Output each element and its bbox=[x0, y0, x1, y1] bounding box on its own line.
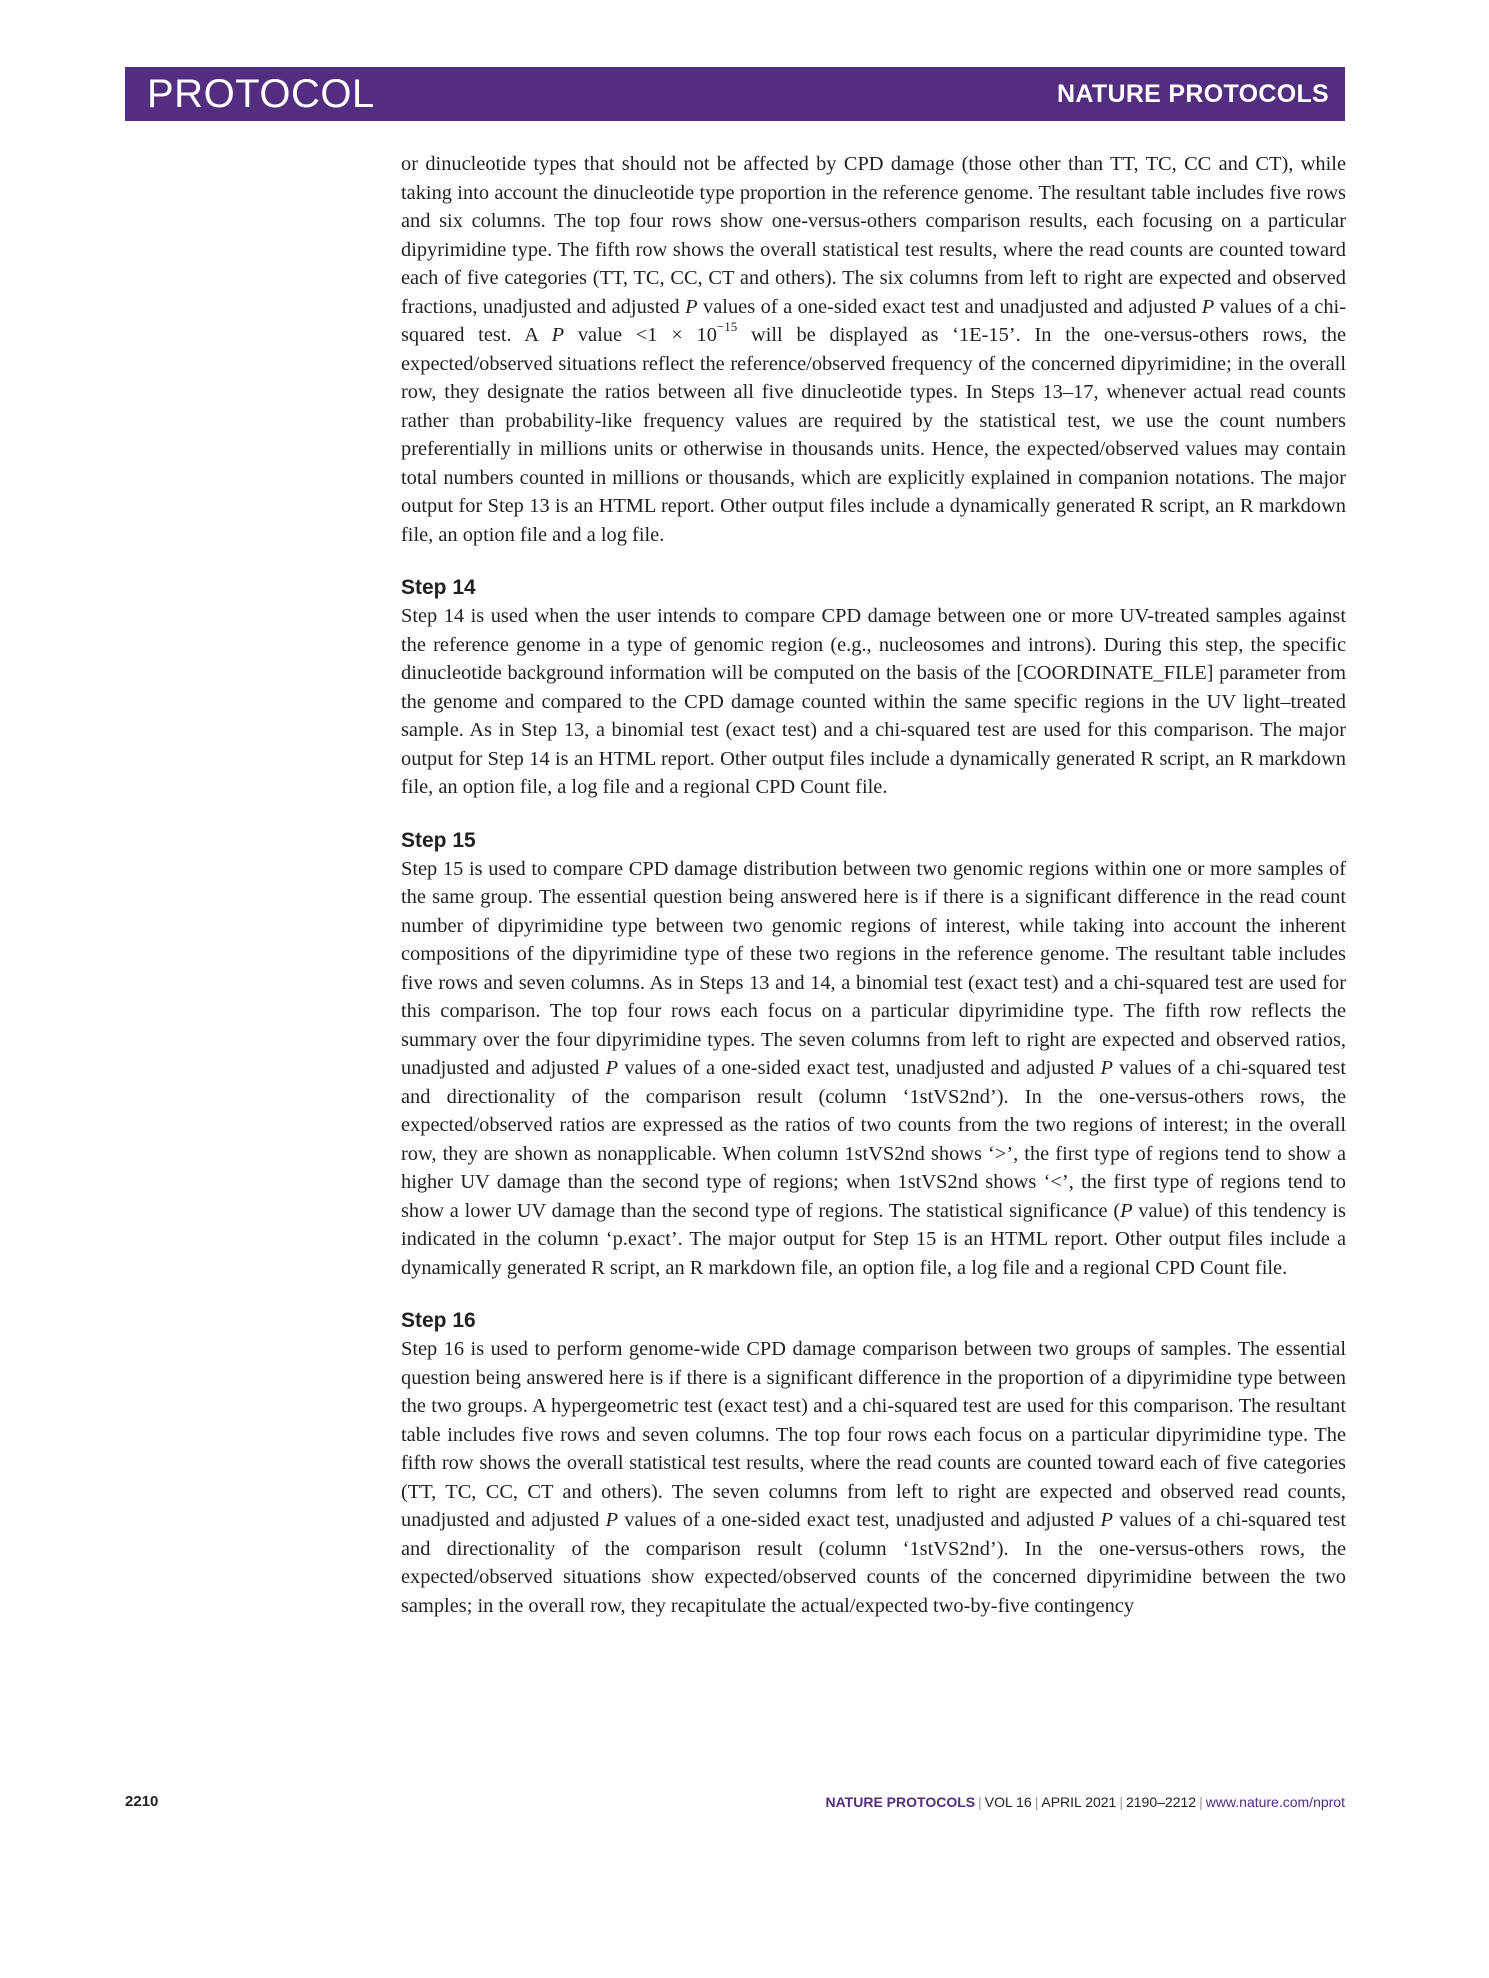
footer-date: APRIL 2021 bbox=[1041, 1794, 1117, 1810]
footer-journal: NATURE PROTOCOLS bbox=[825, 1794, 976, 1810]
journal-name-header: NATURE PROTOCOLS bbox=[1057, 80, 1329, 108]
footer-url-link[interactable]: www.nature.com/nprot bbox=[1205, 1794, 1345, 1810]
step16-paragraph: Step 16 is used to perform genome-wide CPD damage comparison between two groups of samples. The essential question being answered here is if there is a significant difference in the proportion of a dipyrimidine type between the two groups. A hypergeometric test (exact test) and a chi-squared test are used for this comparison. The resultant table includes five rows and seven columns. The top four rows each focus on a particular dipyrimidine type. The fifth row shows the overall statistical test results, where the read counts are counted toward each of five categories (TT, TC, CC, CT and others). The seven columns from left to right are expected and observed read counts, unadjusted and adjusted P values of a one-sided exact test, unadjusted and adjusted P values of a chi-squared test and directionality of the comparison result (column ‘1stVS2nd’). In the one-versus-others rows, the expected/observed situations show expected/observed counts of the concerned dipyrimidine between the two samples; in the overall row, they recapitulate the actual/expected two-by-five contingency bbox=[401, 1338, 1346, 1617]
intro-paragraph: or dinucleotide types that should not be affected by CPD damage (those other than TT, TC, CC and CT), while taking into account the dinucleotide type proportion in the reference genome. The resultant table includes five rows and six columns. The top four rows show one-versus-others comparison results, each focusing on a particular dipyrimidine type. The fifth row shows the overall statistical test results, where the read counts are counted toward each of five categories (TT, TC, CC, CT and others). The six columns from left to right are expected and observed fractions, unadjusted and adjusted P values of a one-sided exact test and unadjusted and adjusted P values of a chi-squared test. A P value $<1 \times 10^{-15}$ will be displayed as ‘1E-15’. In the one-versus-others rows, the expected/observed situations reflect the reference/observed frequency of the concerned dipyrimidine; in the overall row, they designate the ratios between all five dinucleotide types. In Steps 13–17, whenever actual read counts rather than probability-like frequency values are required by the statistical test, we use the count numbers preferentially in millions units or otherwise in thousands units. Hence, the expected/observed values may contain total numbers counted in millions or thousands, which are explicitly explained in companion notations. The major output for Step 13 is an HTML report. Other output files include a dynamically generated R script, an R markdown file, an option file and a log file. bbox=[401, 153, 1347, 546]
step16-heading: Step 16 bbox=[401, 1309, 476, 1332]
section-label: PROTOCOL bbox=[147, 72, 375, 116]
page-number: 2210 bbox=[125, 1793, 159, 1810]
step15-heading: Step 15 bbox=[401, 828, 476, 852]
step14-heading: Step 14 bbox=[401, 576, 476, 599]
footer-pages: 2190–2212 bbox=[1125, 1794, 1197, 1810]
step15-paragraph: Step 15 is used to compare CPD damage distribution between two genomic regions within one or more samples of the same group. The essential question being answered here is if there is a significant difference in the read count number of dipyrimidine type between two genomic regions of interest, while taking into account the inherent compositions of the dipyrimidine type of these two regions in the reference genome. The resultant table includes five rows and seven columns. As in Steps 13 and 14, a binomial test (exact test) and a chi-squared test are used for this comparison. The top four rows each focus on a particular dipyrimidine type. The fifth row reflects the summary over the four dipyrimidine types. The seven columns from left to right are expected and observed ratios, unadjusted and adjusted P values of a one-sided exact test, unadjusted and adjusted P values of a chi-squared test and directionality of the comparison result (column ‘1stVS2nd’). In the one-versus-others rows, the expected/observed ratios are expressed as the ratios of two counts from the two regions of interest; in the overall row, they are shown as nonapplicable. When column 1stVS2nd shows ‘>’, the first type of regions tend to show a higher UV damage than the second type of regions; when 1stVS2nd shows ‘<’, the first type of regions tend to show a lower UV damage than the second type of regions. The statistical significance (P value) of this tendency is indicated in the column ‘p.exact’. The major output for Step 15 is an HTML report. Other output files include a dynamically generated R script, an R markdown file, an option file, a log file and a regional CPD Count file. bbox=[401, 857, 1346, 1279]
step14-paragraph: Step 14 is used when the user intends to compare CPD damage between one or more UV-treated samples against the reference genome in a type of genomic region (e.g., nucleosomes and introns). During this step, the specific dinucleotide background information will be computed on the basis of the [COORDINATE_FILE] parameter from the genome and compared to the CPD damage counted within the same specific regions in the UV light–treated sample. As in Step 13, a binomial test (exact test) and a chi-squared test are used for this comparison. The major output for Step 14 is an HTML report. Other output files include a dynamically generated R script, an R markdown file, an option file, a log file and a regional CPD Count file. bbox=[401, 605, 1346, 798]
header-banner bbox=[125, 67, 1345, 121]
article-body bbox=[401, 150, 1346, 1620]
page-footer bbox=[125, 1793, 1345, 1817]
citation-line: NATURE PROTOCOLS | VOL 16 | APRIL 2021 | 2190–2212 | www.nature.com/nprot bbox=[825, 1794, 1345, 1810]
footer-volume: VOL 16 bbox=[984, 1794, 1032, 1810]
